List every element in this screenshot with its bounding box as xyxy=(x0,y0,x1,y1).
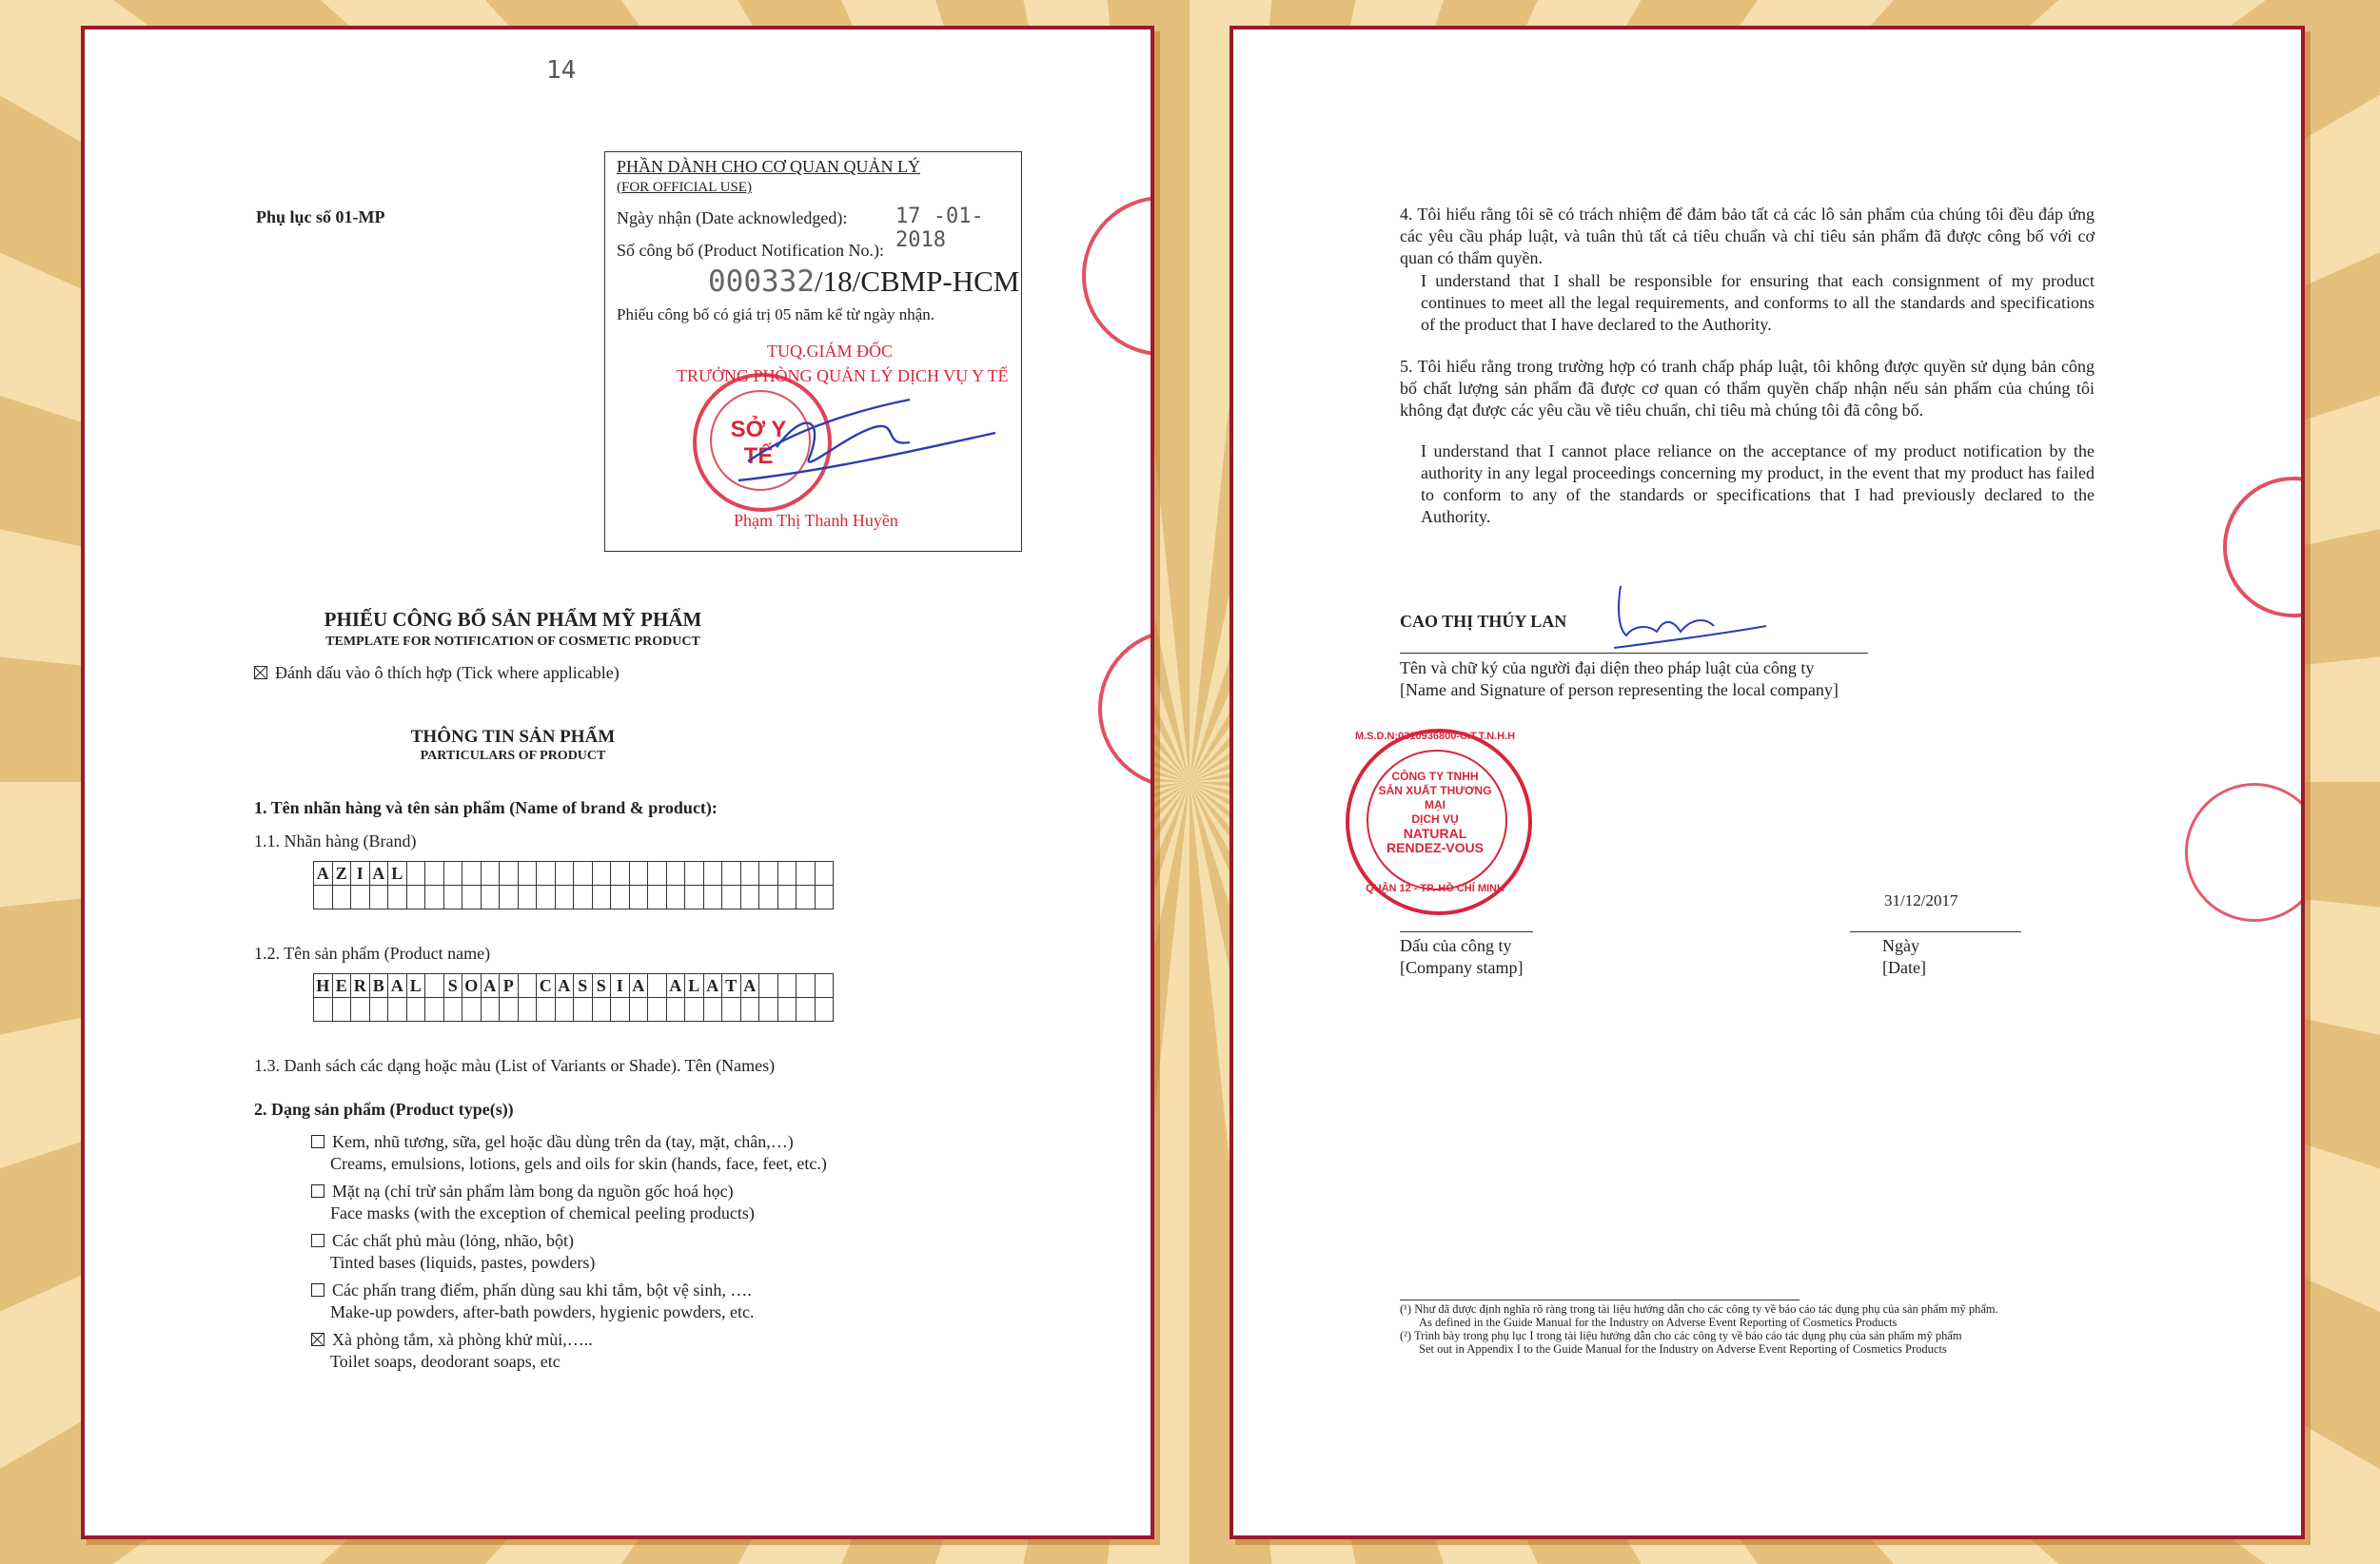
grid-cell xyxy=(555,998,574,1022)
section-title: THÔNG TIN SẢN PHẨM xyxy=(410,727,616,747)
grid-cell xyxy=(406,998,425,1022)
validity-note: Phiếu công bố có giá trị 05 năm kể từ ngày nhận. xyxy=(617,305,935,323)
official-title: PHẦN DÀNH CHO CƠ QUAN QUẢN LÝ xyxy=(617,157,920,176)
grid-cell xyxy=(314,886,333,909)
grid-cell xyxy=(369,886,388,909)
footnote-1-vi: (¹) Như đã được định nghĩa rõ ràng trong tài liệu hướng dẫn cho các công ty về báo cáo tác dụng phụ của sản phẩm mỹ phẩm. xyxy=(1400,1302,1998,1316)
product-grid-row xyxy=(314,998,834,1022)
grid-cell xyxy=(462,862,482,886)
grid-cell xyxy=(518,998,537,1022)
grid-cell: S xyxy=(574,974,593,998)
grid-cell xyxy=(462,886,482,909)
grid-cell xyxy=(777,862,797,886)
grid-cell: Z xyxy=(332,862,351,886)
grid-cell xyxy=(481,998,500,1022)
section-subtitle: PARTICULARS OF PRODUCT xyxy=(420,749,606,763)
grid-cell xyxy=(685,862,704,886)
brand-grid xyxy=(313,861,834,909)
grid-cell xyxy=(351,886,370,909)
company-stamp-bottom-text: QUẬN 12 - TP. HỒ CHÍ MINH xyxy=(1366,883,1505,894)
grid-cell: P xyxy=(500,974,519,998)
grid-cell xyxy=(648,974,667,998)
grid-cell xyxy=(666,998,685,1022)
notification-number xyxy=(708,264,1019,299)
grid-cell xyxy=(611,862,630,886)
company-stamp-label-en: [Company stamp] xyxy=(1400,958,1524,977)
grid-cell: L xyxy=(685,974,704,998)
grid-cell: S xyxy=(443,974,462,998)
grid-cell xyxy=(537,886,556,909)
edge-stamp-middle xyxy=(1098,629,1154,789)
grid-cell xyxy=(443,862,462,886)
grid-cell xyxy=(518,862,537,886)
grid-cell xyxy=(425,886,444,909)
notification-number-stamped: 000332 xyxy=(708,264,815,299)
grid-cell xyxy=(759,974,778,998)
grid-cell xyxy=(500,998,519,1022)
brand-grid-row xyxy=(314,886,834,909)
tick-note-text: Đánh dấu vào ô thích hợp (Tick where applicable) xyxy=(275,663,620,682)
grid-cell xyxy=(666,862,685,886)
representative-label-vi: Tên và chữ ký của người đại diện theo pháp luật của công ty xyxy=(1400,658,1815,677)
signing-date: 31/12/2017 xyxy=(1884,891,1958,909)
grid-cell xyxy=(574,862,593,886)
footnote-2-en: Set out in Appendix I to the Guide Manual for the Industry on Adverse Event Reporting of Cosmetics Products xyxy=(1419,1342,1947,1356)
grid-cell xyxy=(592,862,611,886)
grid-cell xyxy=(759,998,778,1022)
grid-cell xyxy=(815,862,834,886)
edge-stamp-lower-right xyxy=(2185,783,2305,922)
company-stamp-ring-text: M.S.D.N:0310936800-C.T.T.N.H.H xyxy=(1354,731,1516,742)
grid-cell xyxy=(629,886,648,909)
grid-cell xyxy=(703,998,722,1022)
grid-cell xyxy=(462,998,482,1022)
grid-cell xyxy=(797,974,816,998)
grid-cell xyxy=(332,886,351,909)
grid-cell xyxy=(388,998,407,1022)
date-label-vi: Ngày xyxy=(1882,936,1919,955)
product-type-vi: Xà phòng tắm, xà phòng khử mùi,….. xyxy=(332,1330,593,1349)
grid-cell xyxy=(592,886,611,909)
grid-cell xyxy=(481,862,500,886)
grid-cell xyxy=(685,998,704,1022)
item-1-1-label: 1.1. Nhãn hàng (Brand) xyxy=(254,831,417,850)
grid-cell xyxy=(611,886,630,909)
notification-number-printed: /18/CBMP-HCM xyxy=(814,264,1020,298)
footnotes xyxy=(1400,1302,2256,1356)
grid-cell xyxy=(425,998,444,1022)
stamp-center-text: SỞ Y TẾ xyxy=(730,417,787,469)
grid-cell xyxy=(815,886,834,909)
product-type-item xyxy=(311,1329,996,1373)
item-2-heading: 2. Dạng sản phẩm (Product type(s)) xyxy=(254,1100,514,1119)
grid-cell xyxy=(500,886,519,909)
product-type-vi: Kem, nhũ tương, sữa, gel hoặc dầu dùng trên da (tay, mặt, chân,…) xyxy=(332,1132,794,1151)
date-line xyxy=(1850,931,2021,932)
signature-line xyxy=(1400,653,1868,654)
grid-cell: A xyxy=(481,974,500,998)
paragraph-5-vi: 5. Tôi hiểu rằng trong trường hợp có tranh chấp pháp luật, tôi không được quyền sử dụng bản công bố chất lượng sản phẩm đã được cơ quan có thẩm quyền chấp nhận nếu sản phẩm của chúng tôi không đạt được các yêu cầu về tiêu chuẩn, chỉ tiêu mà chúng tôi đã công bố. xyxy=(1400,357,2095,420)
grid-cell xyxy=(443,886,462,909)
grid-cell xyxy=(555,862,574,886)
representative-label-en: [Name and Signature of person representing the local company] xyxy=(1400,680,1839,699)
edge-stamp-top xyxy=(1082,196,1154,356)
stamp-line-4: NATURAL xyxy=(1403,826,1467,841)
company-stamp-label-vi: Dấu của công ty xyxy=(1400,936,1512,955)
grid-cell xyxy=(611,998,630,1022)
grid-cell xyxy=(425,862,444,886)
grid-cell xyxy=(537,998,556,1022)
document-page-right xyxy=(1229,26,2305,1539)
grid-cell xyxy=(425,974,444,998)
grid-cell: H xyxy=(314,974,333,998)
grid-cell xyxy=(648,886,667,909)
form-subtitle: TEMPLATE FOR NOTIFICATION OF COSMETIC PRODUCT xyxy=(325,635,700,649)
signer-title-2: TRƯỞNG PHÒNG QUẢN LÝ DỊCH VỤ Y TẾ xyxy=(677,366,1009,385)
grid-cell xyxy=(722,886,741,909)
form-title: PHIẾU CÔNG BỐ SẢN PHẨM MỸ PHẨM xyxy=(324,608,702,631)
grid-cell xyxy=(406,862,425,886)
stamp-line-3: DỊCH VỤ xyxy=(1411,812,1459,826)
grid-cell: A xyxy=(703,974,722,998)
grid-cell xyxy=(740,862,759,886)
grid-cell xyxy=(500,862,519,886)
product-type-en: Face masks (with the exception of chemical peeling products) xyxy=(330,1203,755,1222)
grid-cell xyxy=(740,886,759,909)
representative-signature xyxy=(1609,577,1771,653)
grid-cell: L xyxy=(406,974,425,998)
paragraph-4-vi: 4. Tôi hiểu rằng tôi sẽ có trách nhiệm để đảm bảo tất cả các lô sản phẩm của chúng tôi đều đáp ứng các yêu cầu pháp luật, và tuân thủ tất cả tiêu chuẩn và chỉ tiêu sản phẩm đã được công bố với cơ quan có thẩm quyền. xyxy=(1400,205,2095,267)
grid-cell xyxy=(722,862,741,886)
stamp-line-5: RENDEZ-VOUS xyxy=(1387,840,1484,855)
official-subtitle: (FOR OFFICIAL USE) xyxy=(617,180,752,195)
grid-cell xyxy=(777,886,797,909)
grid-cell xyxy=(815,998,834,1022)
paragraph-4-en: I understand that I shall be responsible for ensuring that each consignment of my product continues to meet all the legal requirements, and conforms to all the standards and specifications of the product that I have declared to the Authority. xyxy=(1421,271,2095,334)
product-type-vi: Mặt nạ (chỉ trừ sản phẩm làm bong da nguồn gốc hoá học) xyxy=(332,1182,734,1201)
product-type-item xyxy=(311,1230,996,1274)
grid-cell xyxy=(574,998,593,1022)
grid-cell xyxy=(518,974,537,998)
date-label-en: [Date] xyxy=(1882,958,1926,977)
grid-cell xyxy=(759,886,778,909)
document-page-left xyxy=(81,26,1154,1539)
grid-cell xyxy=(314,998,333,1022)
footnote-1-en: As defined in the Guide Manual for the Industry on Adverse Event Reporting of Cosmetics Products xyxy=(1419,1316,1898,1329)
date-acknowledged-label: Ngày nhận (Date acknowledged): xyxy=(617,208,848,227)
grid-cell xyxy=(555,886,574,909)
grid-cell xyxy=(574,886,593,909)
checkbox-icon[interactable] xyxy=(311,1135,325,1148)
grid-cell xyxy=(648,862,667,886)
grid-cell xyxy=(629,998,648,1022)
product-type-en: Creams, emulsions, lotions, gels and oils for skin (hands, face, feet, etc.) xyxy=(330,1154,827,1173)
grid-cell xyxy=(797,862,816,886)
checkbox-icon[interactable] xyxy=(311,1333,325,1346)
edge-stamp-upper-right xyxy=(2223,477,2305,617)
checked-box-icon xyxy=(254,666,267,679)
signer-title-1: TUQ.GIÁM ĐỐC xyxy=(767,342,893,361)
item-1-heading: 1. Tên nhãn hàng và tên sản phẩm (Name of brand & product): xyxy=(254,798,718,817)
product-type-list xyxy=(311,1131,996,1378)
official-use-box xyxy=(604,151,1022,552)
grid-cell xyxy=(443,998,462,1022)
grid-cell: B xyxy=(369,974,388,998)
product-type-vi: Các chất phủ màu (lỏng, nhão, bột) xyxy=(332,1231,574,1250)
product-type-vi: Các phấn trang điểm, phấn dùng sau khi tắm, bột vệ sinh, …. xyxy=(332,1281,752,1300)
brand-grid-row xyxy=(314,862,834,886)
grid-cell: R xyxy=(351,974,370,998)
grid-cell xyxy=(351,998,370,1022)
representative-name: CAO THỊ THÚY LAN xyxy=(1400,612,1567,631)
company-stamp-line xyxy=(1400,931,1533,932)
item-1-3-label: 1.3. Danh sách các dạng hoặc màu (List of Variants or Shade). Tên (Names) xyxy=(254,1056,776,1075)
grid-cell: A xyxy=(740,974,759,998)
grid-cell xyxy=(685,886,704,909)
grid-cell xyxy=(740,998,759,1022)
grid-cell xyxy=(797,886,816,909)
product-type-en: Tinted bases (liquids, pastes, powders) xyxy=(330,1253,596,1272)
notification-number-label: Số công bố (Product Notification No.): xyxy=(617,241,884,260)
product-type-en: Toilet soaps, deodorant soaps, etc xyxy=(330,1352,561,1371)
grid-cell xyxy=(518,886,537,909)
grid-cell: S xyxy=(592,974,611,998)
grid-cell xyxy=(703,862,722,886)
grid-cell xyxy=(369,998,388,1022)
signer-name: Phạm Thị Thanh Huyền xyxy=(734,511,898,530)
checkbox-icon[interactable] xyxy=(311,1283,325,1297)
grid-cell xyxy=(481,886,500,909)
grid-cell xyxy=(332,998,351,1022)
grid-cell xyxy=(797,998,816,1022)
grid-cell: I xyxy=(611,974,630,998)
product-type-en: Make-up powders, after-bath powders, hygienic powders, etc. xyxy=(330,1302,755,1321)
footnote-2-vi: (²) Trình bày trong phụ lục I trong tài liệu hướng dẫn cho các công ty về báo cáo tác dụng phụ của sản phẩm mỹ phẩm xyxy=(1400,1329,1962,1342)
grid-cell: C xyxy=(537,974,556,998)
date-acknowledged-value: 17 -01- 2018 xyxy=(895,205,984,252)
grid-cell xyxy=(777,974,797,998)
grid-cell: A xyxy=(388,974,407,998)
grid-cell xyxy=(388,886,407,909)
product-grid-row xyxy=(314,974,834,998)
grid-cell xyxy=(815,974,834,998)
grid-cell: E xyxy=(332,974,351,998)
grid-cell xyxy=(777,998,797,1022)
grid-cell xyxy=(537,862,556,886)
grid-cell xyxy=(629,862,648,886)
official-signature xyxy=(719,371,1005,495)
product-name-grid xyxy=(313,973,834,1022)
product-type-item xyxy=(311,1181,996,1224)
grid-cell: A xyxy=(629,974,648,998)
product-type-item xyxy=(311,1280,996,1323)
tick-note xyxy=(254,662,620,684)
product-type-item xyxy=(311,1131,996,1175)
grid-cell: I xyxy=(351,862,370,886)
grid-cell: L xyxy=(388,862,407,886)
grid-cell xyxy=(759,862,778,886)
grid-cell: A xyxy=(369,862,388,886)
grid-cell xyxy=(666,886,685,909)
stamp-line-1: CÔNG TY TNHH xyxy=(1391,770,1479,783)
stamp-line-2: SẢN XUẤT THƯƠNG MẠI xyxy=(1378,784,1492,811)
grid-cell: O xyxy=(462,974,482,998)
handwritten-page-number: 14 xyxy=(546,56,577,85)
grid-cell xyxy=(703,886,722,909)
paragraph-5-en: I understand that I cannot place reliance on the acceptance of my product notification by the authority in any legal proceedings concerning my product, in the event that my product has failed to conform to any of the standards or specifications that I had previously declared to the Authority. xyxy=(1421,441,2095,526)
grid-cell xyxy=(406,886,425,909)
grid-cell xyxy=(592,998,611,1022)
grid-cell: A xyxy=(555,974,574,998)
company-stamp-center xyxy=(1367,770,1504,855)
grid-cell xyxy=(648,998,667,1022)
grid-cell: A xyxy=(314,862,333,886)
appendix-label: Phụ lục số 01-MP xyxy=(256,207,385,226)
checkbox-icon[interactable] xyxy=(311,1184,325,1198)
grid-cell: A xyxy=(666,974,685,998)
grid-cell xyxy=(722,998,741,1022)
grid-cell: T xyxy=(722,974,741,998)
item-1-2-label: 1.2. Tên sản phẩm (Product name) xyxy=(254,944,491,963)
checkbox-icon[interactable] xyxy=(311,1234,325,1247)
